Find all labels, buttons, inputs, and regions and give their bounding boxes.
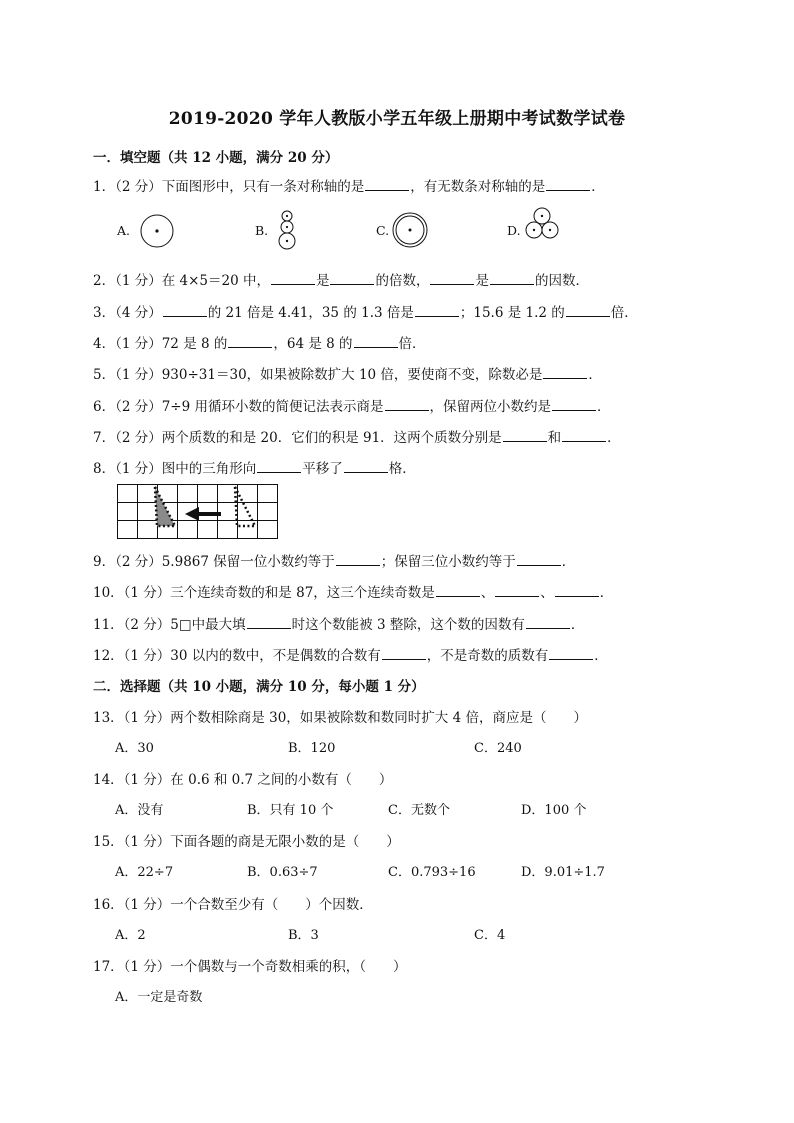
question-16: 16．（1 分）一个合数至少有（ ）个因数． xyxy=(93,897,373,913)
question-17: 17．（1 分）一个偶数与一个奇数相乘的积，（ ） xyxy=(93,959,407,975)
option-b[interactable]: B．3 xyxy=(288,928,319,943)
option-b[interactable]: B．只有 10 个 xyxy=(247,803,334,818)
question-13: 13．（1 分）两个数相除商是 30，如果被除数和数同时扩大 4 倍，商应是（ ） xyxy=(93,710,587,726)
answer-blank[interactable] xyxy=(257,460,301,473)
answer-blank[interactable] xyxy=(495,584,539,597)
section-multiple-choice: 二．选择题（共 10 小题，满分 10 分，每小题 1 分） xyxy=(93,679,425,695)
shaded-triangle xyxy=(155,487,175,526)
answer-blank[interactable] xyxy=(436,584,480,597)
answer-blank[interactable] xyxy=(430,272,474,285)
answer-blank[interactable] xyxy=(517,553,561,566)
page-title: 2019-2020 学年人教版小学五年级上册期中考试数学试卷 xyxy=(168,109,626,129)
answer-blank[interactable] xyxy=(382,647,426,660)
section-fill-in: 一．填空题（共 12 小题，满分 20 分） xyxy=(93,150,339,166)
option-b[interactable]: B．120 xyxy=(288,741,336,756)
answer-blank[interactable] xyxy=(336,553,380,566)
question-6: 6．（2 分）7÷9 用循环小数的简便记法表示商是 ，保留两位小数约是 ． xyxy=(93,399,611,415)
question-15: 15．（1 分）下面各题的商是无限小数的是（ ） xyxy=(93,834,400,850)
option-b[interactable]: B．0.63÷7 xyxy=(247,865,318,880)
answer-blank[interactable] xyxy=(415,304,459,317)
question-9: 9．（2 分）5.9867 保留一位小数约等于 ；保留三位小数约等于 ． xyxy=(93,554,576,570)
option-a[interactable]: A．22÷7 xyxy=(115,865,174,880)
answer-blank[interactable] xyxy=(555,584,599,597)
figure-label-a: A. xyxy=(117,223,131,238)
answer-blank[interactable] xyxy=(543,366,587,379)
answer-blank[interactable] xyxy=(330,272,374,285)
stacked-circles-figure-b xyxy=(277,210,299,254)
answer-blank[interactable] xyxy=(546,178,590,191)
answer-blank[interactable] xyxy=(385,398,429,411)
option-d[interactable]: D．100 个 xyxy=(521,803,587,818)
answer-blank[interactable] xyxy=(354,335,398,348)
option-a[interactable]: A．30 xyxy=(115,741,154,756)
question-11: 11．（2 分）5□中最大填 时这个数能被 3 整除，这个数的因数有 ． xyxy=(93,617,585,633)
answer-blank[interactable] xyxy=(490,272,534,285)
question-12: 12．（1 分）30 以内的数中，不是偶数的合数有 ，不是奇数的质数有 ． xyxy=(93,648,608,664)
figure-label-b: B. xyxy=(255,223,269,238)
concentric-circles-figure-c xyxy=(392,212,430,250)
question-7: 7．（2 分）两个质数的和是 20．它们的积是 91．这两个质数分别是 和 ． xyxy=(93,430,621,446)
answer-blank[interactable] xyxy=(552,398,596,411)
option-a[interactable]: A．一定是奇数 xyxy=(115,990,203,1005)
question-3: 3．（4 分） 的 21 倍是 4.41，35 的 1.3 倍是 ；15.6 是 1.2 的 倍． xyxy=(93,305,638,321)
question-4: 4．（1 分）72 是 8 的 ，64 是 8 的 倍． xyxy=(93,336,426,352)
option-a[interactable]: A．没有 xyxy=(115,803,164,818)
answer-blank[interactable] xyxy=(503,429,547,442)
answer-blank[interactable] xyxy=(365,178,409,191)
option-c[interactable]: C．0.793÷16 xyxy=(388,865,476,880)
figure-label-d: D. xyxy=(507,223,521,238)
question-2: 2．（1 分）在 4×5＝20 中， 是 的倍数， 是 的因数． xyxy=(93,273,589,289)
option-a[interactable]: A．2 xyxy=(115,928,146,943)
translation-grid-figure xyxy=(117,484,279,540)
question-10: 10．（1 分）三个连续奇数的和是 87，这三个连续奇数是 、 、 ． xyxy=(93,585,614,601)
answer-blank[interactable] xyxy=(163,304,207,317)
arrow-left-icon xyxy=(185,507,199,521)
option-c[interactable]: C．240 xyxy=(474,741,522,756)
question-5: 5．（1 分）930÷31＝30，如果被除数扩大 10 倍，要使商不变，除数必是 ． xyxy=(93,367,602,383)
question-1: 1．（2 分）下面图形中，只有一条对称轴的是 ，有无数条对称轴的是 ． xyxy=(93,179,605,195)
figure-label-c: C. xyxy=(376,223,390,238)
answer-blank[interactable] xyxy=(549,647,593,660)
question-8: 8．（1 分）图中的三角形向 平移了 格． xyxy=(93,461,416,477)
three-circles-figure-d xyxy=(523,207,561,243)
answer-blank[interactable] xyxy=(247,616,291,629)
answer-blank[interactable] xyxy=(271,272,315,285)
circle-figure-a xyxy=(140,214,176,250)
answer-blank[interactable] xyxy=(344,460,388,473)
answer-blank[interactable] xyxy=(526,616,570,629)
answer-blank[interactable] xyxy=(566,304,610,317)
option-d[interactable]: D．9.01÷1.7 xyxy=(521,865,605,880)
option-c[interactable]: C．无数个 xyxy=(388,803,450,818)
answer-blank[interactable] xyxy=(228,335,272,348)
answer-blank[interactable] xyxy=(562,429,606,442)
question-14: 14．（1 分）在 0.6 和 0.7 之间的小数有（ ） xyxy=(93,772,393,788)
option-c[interactable]: C．4 xyxy=(474,928,506,943)
